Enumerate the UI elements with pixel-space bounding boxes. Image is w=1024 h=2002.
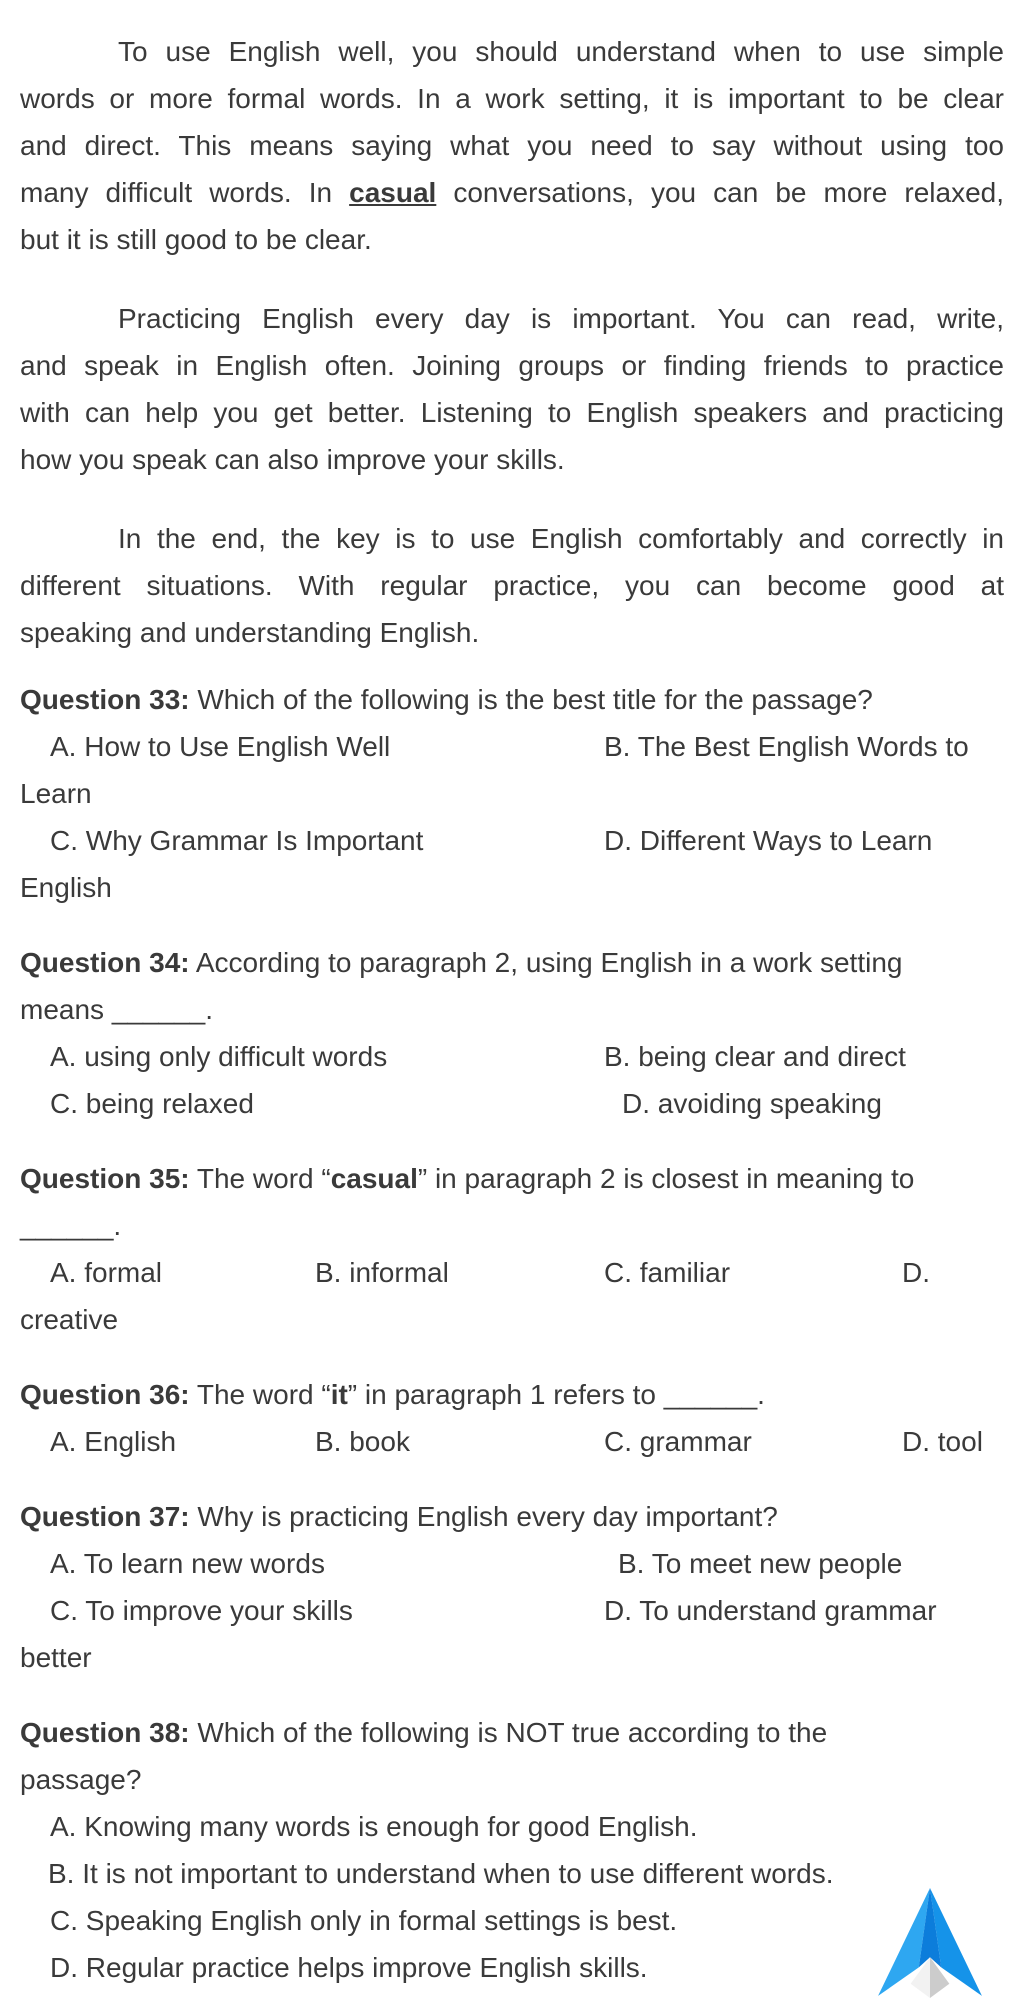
- question-34-options-row-1: [20, 1033, 1004, 1080]
- question-35-options-row: [20, 1249, 1004, 1296]
- passage-line: In the end, the key is to use English comfortably and correctly in: [118, 523, 1004, 554]
- question-33-option-b-wrap: Learn: [20, 778, 92, 809]
- question-33-option-a: A. How to Use English Well: [50, 731, 391, 762]
- question-38-option-a: A. Knowing many words is enough for good English.: [50, 1811, 698, 1842]
- passage-paragraph-3: [20, 515, 1004, 656]
- question-33-option-d: D. Different Ways to Learn: [604, 825, 933, 856]
- quoted-word-casual: casual: [330, 1163, 418, 1194]
- question-33-text: Which of the following is the best title for the passage?: [189, 684, 873, 715]
- passage-line: how you speak can also improve your skills.: [20, 444, 565, 475]
- question-34-heading: [20, 939, 1004, 986]
- question-36-number: Question 36:: [20, 1379, 190, 1410]
- question-34-heading-wrap: means ______.: [20, 994, 214, 1025]
- passage-text: many difficult words. In: [20, 177, 350, 208]
- question-36-option-d: D. tool: [902, 1426, 983, 1457]
- question-37-option-a: A. To learn new words: [50, 1548, 325, 1579]
- passage-line: but it is still good to be clear.: [20, 224, 372, 255]
- question-38-option-b-row: [20, 1850, 1004, 1897]
- question-38: [20, 1709, 1004, 1991]
- question-36-option-c: C. grammar: [604, 1426, 752, 1457]
- question-37-option-d-wrap: better: [20, 1642, 92, 1673]
- passage-line: To use English well, you should understand when to use simple: [118, 36, 1004, 67]
- question-36-option-a: A. English: [50, 1426, 177, 1457]
- highlighted-word-casual: casual: [349, 177, 437, 208]
- passage-text: conversations, you can be more relaxed,: [436, 177, 1004, 208]
- question-35-text: ” in paragraph 2 is closest in meaning to: [417, 1163, 915, 1194]
- question-34-option-c: C. being relaxed: [50, 1088, 254, 1119]
- question-34-options-row-2: [20, 1080, 1004, 1127]
- question-35-option-d: D.: [902, 1257, 930, 1288]
- question-37-option-d: D. To understand grammar: [604, 1595, 937, 1626]
- question-34: [20, 939, 1004, 1127]
- question-37-text: Why is practicing English every day important?: [189, 1501, 778, 1532]
- question-35-option-d-wrap: creative: [20, 1304, 119, 1335]
- question-35-text: The word “: [189, 1163, 331, 1194]
- question-37: [20, 1493, 1004, 1681]
- question-33-option-c: C. Why Grammar Is Important: [50, 825, 424, 856]
- quoted-word-it: it: [330, 1379, 348, 1410]
- question-37-options-row-1: [20, 1540, 1004, 1587]
- question-35-heading-wrap: ______.: [20, 1210, 122, 1241]
- question-38-option-d: D. Regular practice helps improve English skills.: [50, 1952, 648, 1983]
- question-36-text: The word “: [189, 1379, 331, 1410]
- passage-line: with can help you get better. Listening to English speakers and practicing: [20, 397, 1004, 428]
- question-38-option-c: C. Speaking English only in formal settings is best.: [50, 1905, 678, 1936]
- question-34-option-b: B. being clear and direct: [604, 1041, 906, 1072]
- question-33-number: Question 33:: [20, 684, 190, 715]
- passage-line: speaking and understanding English.: [20, 617, 480, 648]
- question-38-option-b: B. It is not important to understand when to use different words.: [48, 1858, 834, 1889]
- question-36-heading: [20, 1371, 1004, 1418]
- question-33-option-b: B. The Best English Words to: [604, 731, 969, 762]
- passage-line: Practicing English every day is important. You can read, write,: [118, 303, 1004, 334]
- question-36-options-row: [20, 1418, 1004, 1465]
- question-35-heading: [20, 1155, 1004, 1202]
- passage-paragraph-1: [20, 28, 1004, 263]
- question-33: [20, 676, 1004, 911]
- question-38-option-d-row: [20, 1944, 1004, 1991]
- question-36-text: ” in paragraph 1 refers to ______.: [347, 1379, 765, 1410]
- question-38-heading: [20, 1709, 1004, 1756]
- question-38-option-c-row: [20, 1897, 1004, 1944]
- scroll-to-top-button[interactable]: [862, 1888, 998, 2000]
- question-35-option-a: A. formal: [50, 1257, 163, 1288]
- question-38-heading-wrap: passage?: [20, 1764, 142, 1795]
- passage-line: and direct. This means saying what you need to say without using too: [20, 130, 1004, 161]
- question-35-number: Question 35:: [20, 1163, 190, 1194]
- question-35-option-b: B. informal: [315, 1257, 449, 1288]
- question-37-heading: [20, 1493, 1004, 1540]
- question-36-option-b: B. book: [315, 1426, 410, 1457]
- question-37-options-row-2: [20, 1587, 1004, 1634]
- passage-line: [20, 169, 1004, 216]
- passage-line: words or more formal words. In a work setting, it is important to be clear: [20, 83, 1004, 114]
- question-35: [20, 1155, 1004, 1343]
- passage-line: and speak in English often. Joining groups or finding friends to practice: [20, 350, 1004, 381]
- question-33-heading: [20, 676, 1004, 723]
- question-34-text: According to paragraph 2, using English in a work setting: [189, 947, 903, 978]
- question-36: [20, 1371, 1004, 1465]
- passage-line: different situations. With regular practice, you can become good at: [20, 570, 1004, 601]
- passage-paragraph-2: [20, 295, 1004, 483]
- paper-plane-icon: [862, 1888, 998, 2000]
- question-33-options-row-1: [20, 723, 1004, 770]
- question-33-options-row-2: [20, 817, 1004, 864]
- question-34-option-a: A. using only difficult words: [50, 1041, 388, 1072]
- question-37-option-c: C. To improve your skills: [50, 1595, 353, 1626]
- question-33-option-d-wrap: English: [20, 872, 112, 903]
- question-34-option-d: D. avoiding speaking: [622, 1088, 882, 1119]
- question-34-number: Question 34:: [20, 947, 190, 978]
- question-38-number: Question 38:: [20, 1717, 190, 1748]
- question-38-option-a-row: [20, 1803, 1004, 1850]
- question-35-option-c: C. familiar: [604, 1257, 731, 1288]
- question-38-text: Which of the following is NOT true according to the: [189, 1717, 828, 1748]
- question-37-option-b: B. To meet new people: [618, 1548, 903, 1579]
- question-37-number: Question 37:: [20, 1501, 190, 1532]
